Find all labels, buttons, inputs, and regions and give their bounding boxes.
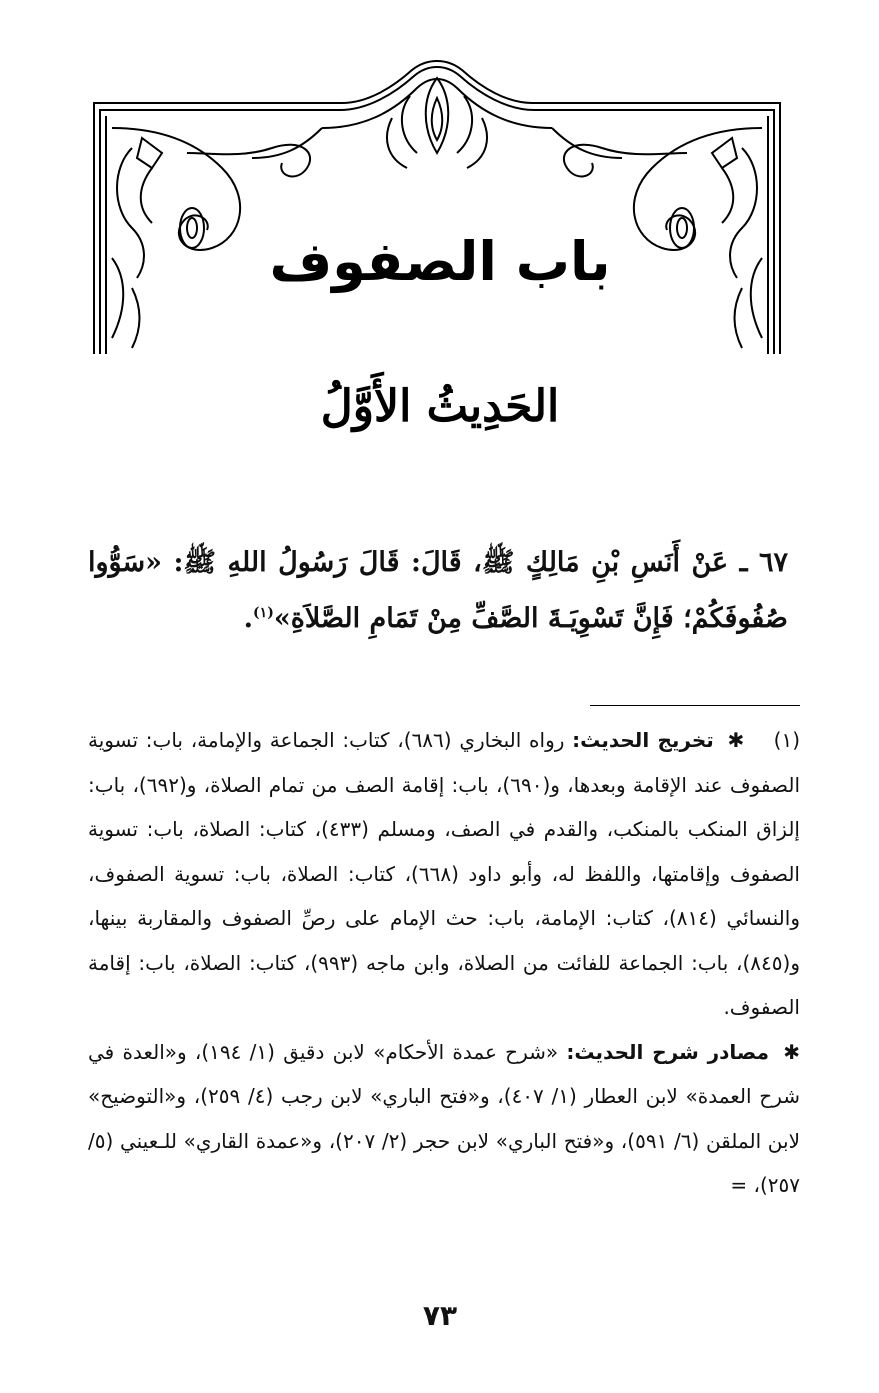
page-number: ٧٣ xyxy=(422,1299,458,1332)
takhrij-text: رواه البخاري (٦٨٦)، كتاب: الجماعة والإمامة، باب: تسوية الصفوف عند الإقامة وبعدها، و(٦٩٠)، باب: إقامة الصف من تمام الصلاة، و(٦٩٢)، باب: إلزاق المنكب بالمنكب، والقدم في الصف، ومسلم (٤٣٣)، كتاب: الصلاة، باب: تسوية الصفوف وإقامتها، واللفظ له، وأبو داود (٦٦٨)، كتاب: الصلاة، باب: تسوية الصفوف، والنسائي (٨١٤)، كتاب: الإمامة، باب: حث الإمام على رصِّ الصفوف والمقاربة بينها، و(٨٤٥)، باب: الجماعة للفائت من الصلاة، وابن ماجه (٩٩٣)، كتاب: الصلاة، باب: إقامة الصفوف. xyxy=(88,728,800,1019)
hadith-heading: الحَدِيثُ الأَوَّلُ xyxy=(320,381,560,432)
footnote-reference[interactable]: (١) xyxy=(253,605,274,621)
hadith-body: ٦٧ ـ عَنْ أَنَسِ بْنِ مَالِكٍ ﷺ، قَالَ: قَالَ رَسُولُ اللهِ ﷺ: «سَوُّوا صُفُوفَكُمْ؛ فَإِنَّ تَسْوِيَـةَ الصَّفِّ مِنْ تَمَامِ الصَّلاَةِ» xyxy=(88,547,788,634)
commentary-sources-label: مصادر شرح الحديث: xyxy=(566,1039,769,1064)
footnote-divider xyxy=(590,705,800,706)
commentary-sources-text: «شرح عمدة الأحكام» لابن دقيق (١/ ١٩٤)، و«العدة في شرح العمدة» لابن العطار (١/ ٤٠٧)، و«فتح الباري» لابن رجب (٤/ ٢٥٩)، و«التوضيح» لابن الملقن (٦/ ٥٩١)، و«فتح الباري» لابن حجر (٢/ ٢٠٧)، و«عمدة القاري» للـعيني (٥/ ٢٥٧)، = xyxy=(88,1039,801,1197)
asterisk-icon: ✱ xyxy=(727,728,745,752)
hadith-text xyxy=(88,538,788,644)
footnote-paragraph-sources xyxy=(88,718,800,1030)
footnote-number: (١) xyxy=(773,728,801,752)
hadith-end: . xyxy=(243,603,254,634)
ornamental-frame xyxy=(92,58,782,354)
takhrij-label: تخريج الحديث: xyxy=(572,728,714,752)
chapter-title: باب الصفوف xyxy=(269,230,611,293)
footnote-paragraph-commentaries xyxy=(88,1030,800,1208)
footnote xyxy=(88,718,800,1208)
asterisk-icon: ✱ xyxy=(783,1039,801,1064)
